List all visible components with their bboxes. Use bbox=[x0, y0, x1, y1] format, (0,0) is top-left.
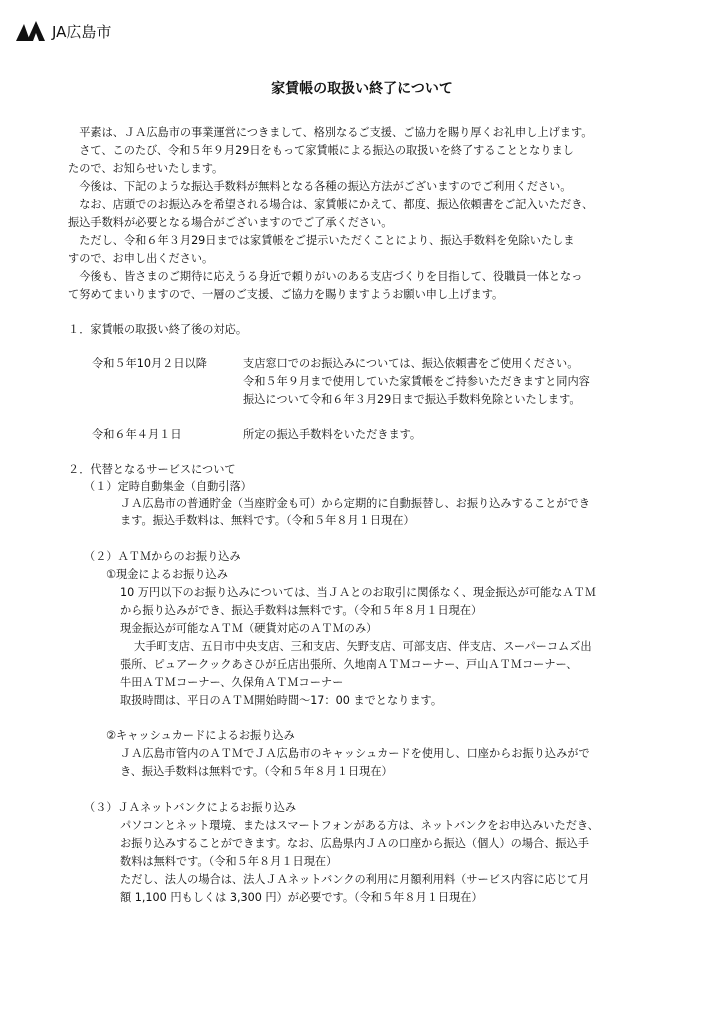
ja-logo bbox=[16, 20, 111, 42]
sub3-line: パソコンとネット環境、またはスマートフォンがある方は、ネットバンクをお申込みいただき、 bbox=[120, 819, 599, 832]
atm-location-line: 大手町支店、五日市中央支店、三和支店、矢野支店、可部支店、伴支店、スーパーコムズ出 bbox=[134, 640, 592, 653]
intro-line: すので、お申し出ください。 bbox=[68, 252, 214, 265]
sub3-line: お振り込みすることができます。なお、広島県内ＪＡの口座から振込（個人）の場合、振込手 bbox=[120, 837, 589, 850]
intro-line: 今後は、下記のような振込手数料が無料となる各種の振込方法がございますのでご利用ください。 bbox=[68, 180, 572, 193]
intro-line: て努めてまいりますので、一層のご支援、ご協力を賜りますようお願い申し上げます。 bbox=[68, 288, 504, 301]
sub3-line: 額 1,100 円もしくは 3,300 円）が必要です。（令和５年８月１日現在） bbox=[120, 891, 483, 904]
sub2-item1-line: から振り込みができ、振込手数料は無料です。（令和５年８月１日現在） bbox=[120, 604, 483, 617]
sub2-item2-heading: ②キャッシュカードによるお振り込み bbox=[106, 729, 295, 742]
section1-date2: 令和６年４月１日 bbox=[92, 428, 182, 441]
sub2-item2-line: き、振込手数料は無料です。（令和５年８月１日現在） bbox=[120, 765, 393, 778]
document-title: 家賃帳の取扱い終了について bbox=[271, 81, 453, 97]
sub3-line: ただし、法人の場合は、法人ＪＡネットバンクの利用に月額利用料（サービス内容に応じて月 bbox=[120, 873, 590, 886]
section1-date1-line: 振込について令和６年３月29日まで振込手数料免除といたします。 bbox=[243, 393, 581, 406]
sub2-item1-line: 10 万円以下のお振り込みについては、当ＪＡとのお取引に関係なく、現金振込が可能なＡＴＭ bbox=[120, 586, 597, 599]
intro-line: 振込手数料が必要となる場合がございますのでご了承ください。 bbox=[68, 216, 393, 229]
sub2-heading: （２）ＡＴＭからのお振り込み bbox=[84, 550, 241, 563]
ja-logo-mark-icon bbox=[16, 21, 50, 41]
intro-line: 今後も、皆さまのご期待に応えうる身近で頼りがいのある支店づくりを目指して、役職員一体となっ bbox=[68, 270, 583, 283]
sub2-item1-heading: ①現金によるお振り込み bbox=[106, 568, 228, 581]
sub3-line: 数料は無料です。（令和５年８月１日現在） bbox=[120, 855, 338, 868]
intro-line: ただし、令和６年３月29日までは家賃帳をご提示いただくことにより、振込手数料を免除いたしま bbox=[68, 234, 575, 247]
sub1-line: ます。振込手数料は、無料です。（令和５年８月１日現在） bbox=[120, 514, 415, 527]
sub2-item1-line: 現金振込が可能なＡＴＭ（硬貨対応のＡＴＭのみ） bbox=[120, 622, 378, 635]
atm-location-line: 張所、ピュアークックあさひが丘店出張所、久地南ＡＴＭコーナー、戸山ＡＴＭコーナー、 bbox=[120, 658, 578, 671]
section1-date2-text: 所定の振込手数料をいただきます。 bbox=[243, 428, 422, 441]
atm-hours: 取扱時間は、平日のＡＴＭ開始時間～17：00 までとなります。 bbox=[120, 694, 443, 707]
section1-date1-line: 支店窓口でのお振込みについては、振込依頼書をご使用ください。 bbox=[243, 357, 579, 370]
section1-heading: １．家賃帳の取扱い終了後の対応。 bbox=[68, 323, 248, 336]
intro-line: さて、このたび、令和５年９月29日をもって家賃帳による振込の取扱いを終了することとなりまし bbox=[68, 144, 574, 157]
sub1-line: ＪＡ広島市の普通貯金（当座貯金も可）から定期的に自動振替し、お振り込みすることができ bbox=[120, 497, 590, 510]
sub2-item2-line: ＪＡ広島市管内のＡＴＭでＪＡ広島市のキャッシュカードを使用し、口座からお振り込みがで bbox=[120, 747, 590, 760]
sub3-heading: （３）ＪＡネットバンクによるお振り込み bbox=[84, 801, 297, 814]
atm-location-line: 牛田ＡＴＭコーナー、久保角ＡＴＭコーナー bbox=[120, 676, 344, 689]
section2-heading: ２．代替となるサービスについて bbox=[68, 463, 236, 476]
sub1-heading: （１）定時自動集金（自動引落） bbox=[84, 480, 252, 493]
intro-line: なお、店頭でのお振込みを希望される場合は、家賃帳にかえて、都度、振込依頼書をご記入いただき、 bbox=[68, 198, 594, 211]
section1-date1: 令和５年10月２日以降 bbox=[92, 357, 207, 370]
intro-line: たので、お知らせいたします。 bbox=[68, 162, 224, 175]
intro-line: 平素は、ＪＡ広島市の事業運営につきまして、格別なるご支援、ご協力を賜り厚くお礼申し上げます。 bbox=[68, 126, 593, 139]
section1-date1-line: 令和５年９月まで使用していた家賃帳をご持参いただきますと同内容 bbox=[243, 375, 590, 388]
logo-text: JA広島市 bbox=[52, 22, 112, 41]
